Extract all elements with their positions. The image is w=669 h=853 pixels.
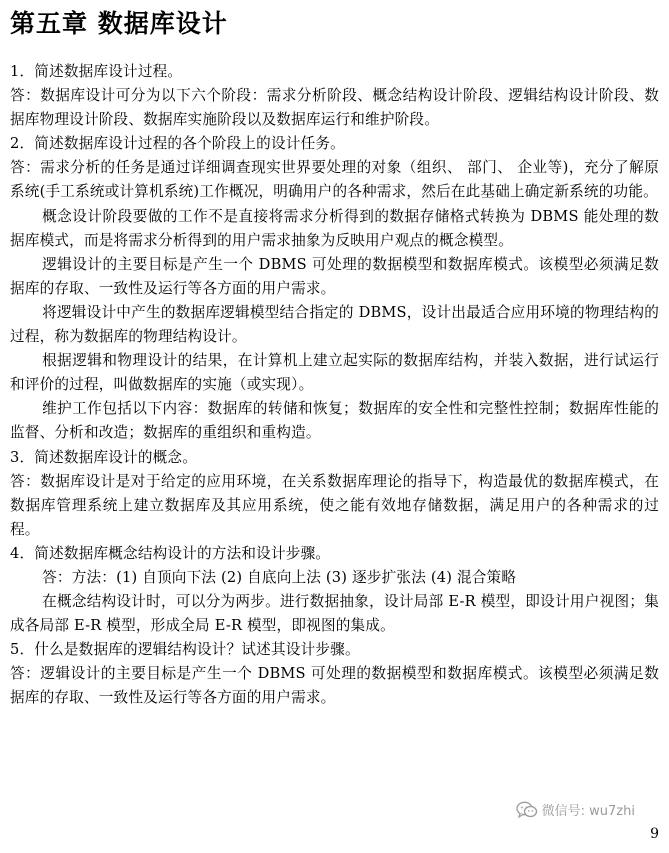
answer-4-methods: 答：方法：(1) 自顶向下法 (2) 自底向上法 (3) 逐步扩张法 (4) 混合策略 <box>42 568 517 586</box>
wechat-watermark <box>516 800 635 819</box>
question-2: 2．简述数据库设计过程的各个阶段上的设计任务。 <box>10 135 345 153</box>
watermark-text: 微信号: wu7zhi <box>541 804 635 819</box>
question-4: 4．简述数据库概念结构设计的方法和设计步骤。 <box>10 544 331 562</box>
answer-5: 答：逻辑设计的主要目标是产生一个 DBMS 可处理的数据模型和数据库模式。该模型必须满足数据库的存取、一致性及运行等各方面的用户需求。 <box>10 665 659 707</box>
answer-4-steps: 在概念结构设计时，可以分为两步。进行数据抽象，设计局部 E-R 模型，即设计用户视图；集成各局部 E-R 模型，形成全局 E-R 模型，即视图的集成。 <box>10 593 659 635</box>
chapter-title: 第五章 数据库设计 <box>10 9 228 38</box>
answer-2-maintenance: 维护工作包括以下内容：数据库的转储和恢复；数据库的安全性和完整性控制；数据库性能的监督、分析和改造；数据库的重组织和重构造。 <box>10 400 659 442</box>
answer-2-implementation: 根据逻辑和物理设计的结果，在计算机上建立起实际的数据库结构，并装入数据，进行试运行和评价的过程，叫做数据库的实施（或实现）。 <box>10 352 659 394</box>
answer-1: 答：数据库设计可分为以下六个阶段：需求分析阶段、概念结构设计阶段、逻辑结构设计阶段、数据库物理设计阶段、数据库实施阶段以及数据库运行和维护阶段。 <box>10 87 659 129</box>
answer-2-conceptual: 概念设计阶段要做的工作不是直接将需求分析得到的数据存储格式转换为 DBMS 能处理的数据库模式，而是将需求分析得到的用户需求抽象为反映用户观点的概念模型。 <box>10 207 659 249</box>
wechat-icon <box>516 801 538 819</box>
question-5: 5．什么是数据库的逻辑结构设计？试述其设计步骤。 <box>10 641 360 659</box>
question-3: 3．简述数据库设计的概念。 <box>10 448 198 466</box>
answer-3: 答：数据库设计是对于给定的应用环境，在关系数据库理论的指导下，构造最优的数据库模式，在数据库管理系统上建立数据库及其应用系统，使之能有效地存储数据，满足用户的各种需求的过程。 <box>10 472 659 538</box>
document-body <box>10 60 659 711</box>
answer-2-logical: 逻辑设计的主要目标是产生一个 DBMS 可处理的数据模型和数据库模式。该模型必须满足数据库的存取、一致性及运行等各方面的用户需求。 <box>10 255 659 297</box>
answer-2-requirements: 答：需求分析的任务是通过详细调查现实世界要处理的对象（组织、 部门、 企业等)，充分了解原系统(手工系统或计算机系统)工作概况，明确用户的各种需求，然后在此基础上确定新系统的功能。 <box>10 159 659 201</box>
answer-2-physical: 将逻辑设计中产生的数据库逻辑模型结合指定的 DBMS，设计出最适合应用环境的物理结构的过程，称为数据库的物理结构设计。 <box>10 303 659 346</box>
page-number: 9 <box>650 826 659 842</box>
question-1: 1．简述数据库设计过程。 <box>10 63 183 80</box>
